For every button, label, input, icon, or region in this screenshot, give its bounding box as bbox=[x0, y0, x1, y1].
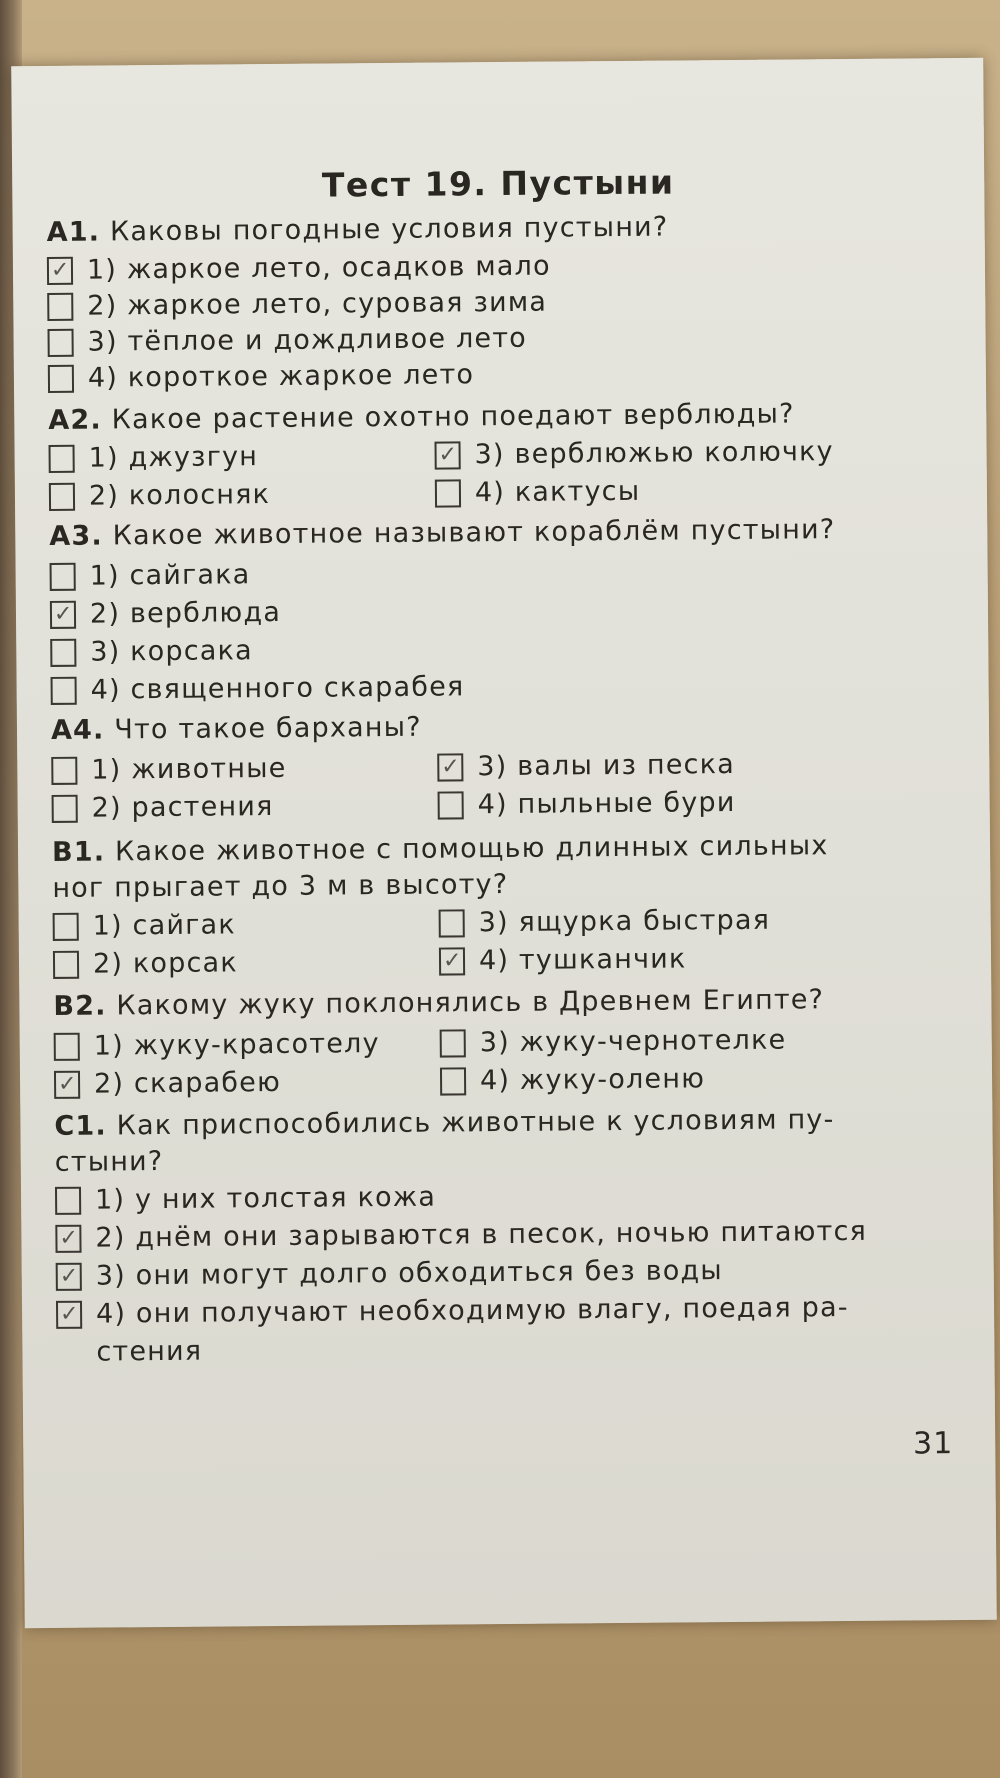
question-text: Какое животное с помощью длинных сильных bbox=[114, 830, 829, 868]
option-c1-4[interactable] bbox=[56, 1291, 849, 1332]
checkbox[interactable] bbox=[50, 639, 76, 667]
checkbox[interactable] bbox=[48, 365, 74, 393]
question-text: Какому жуку поклонялись в Древнем Египте? bbox=[116, 984, 825, 1022]
question-a2 bbox=[48, 397, 795, 438]
question-text: Какое растение охотно поедают верблюды? bbox=[111, 398, 795, 436]
question-number: С1. bbox=[54, 1110, 108, 1142]
option-a4-4[interactable] bbox=[438, 786, 736, 823]
question-text: Каковы погодные условия пустыни? bbox=[109, 211, 669, 248]
question-text: Как приспособились животные к условиям пу- bbox=[116, 1104, 835, 1142]
option-a2-3[interactable] bbox=[434, 435, 833, 472]
checkbox[interactable] bbox=[49, 445, 75, 473]
option-a4-2[interactable] bbox=[52, 790, 274, 826]
option-label: 4) тушканчик bbox=[478, 943, 687, 977]
checkbox-checked[interactable] bbox=[434, 441, 460, 469]
checkbox[interactable] bbox=[51, 677, 77, 705]
option-label: 3) тёплое и дождливое лето bbox=[87, 322, 528, 358]
checkbox[interactable] bbox=[53, 913, 79, 941]
question-a3 bbox=[49, 513, 835, 554]
checkbox[interactable] bbox=[438, 791, 464, 819]
option-label: 1) сайгака bbox=[89, 559, 251, 592]
checkbox[interactable] bbox=[47, 293, 73, 321]
option-label: 3) ящурка быстрая bbox=[478, 904, 771, 939]
option-label: 1) животные bbox=[91, 752, 287, 786]
option-a3-3[interactable] bbox=[50, 634, 253, 670]
option-label: 2) колосняк bbox=[88, 479, 271, 512]
option-label: 3) верблюжью колючку bbox=[474, 436, 834, 471]
checkbox[interactable] bbox=[50, 563, 76, 591]
option-c1-2[interactable] bbox=[55, 1215, 867, 1256]
option-b1-4[interactable] bbox=[439, 942, 687, 978]
option-b1-1[interactable] bbox=[53, 908, 236, 944]
option-label: 4) кактусы bbox=[474, 475, 641, 509]
option-a1-1[interactable] bbox=[47, 250, 551, 288]
checkbox-checked[interactable] bbox=[56, 1301, 82, 1329]
option-a4-3[interactable] bbox=[437, 748, 735, 785]
checkbox[interactable] bbox=[49, 483, 75, 511]
checkbox-checked[interactable] bbox=[54, 1071, 80, 1099]
option-c1-1[interactable] bbox=[55, 1181, 436, 1218]
option-a3-4[interactable] bbox=[51, 670, 465, 708]
question-number: А1. bbox=[46, 216, 101, 248]
question-b2 bbox=[53, 983, 824, 1024]
option-b2-3[interactable] bbox=[440, 1024, 787, 1061]
option-label: 2) верблюда bbox=[89, 596, 282, 630]
option-label: 3) жуку-чернотелке bbox=[479, 1024, 787, 1059]
option-b2-1[interactable] bbox=[54, 1027, 380, 1064]
question-a1 bbox=[47, 211, 669, 250]
checkbox-checked[interactable] bbox=[50, 601, 76, 629]
option-label: 4) короткое жаркое лето bbox=[87, 359, 475, 394]
question-number: А4. bbox=[50, 714, 105, 746]
option-label: 2) корсак bbox=[92, 947, 238, 980]
option-label: 2) жаркое лето, суровая зима bbox=[87, 286, 548, 322]
option-b1-3[interactable] bbox=[439, 904, 771, 941]
option-label: 2) растения bbox=[91, 791, 274, 824]
option-b1-2[interactable] bbox=[53, 946, 238, 982]
checkbox[interactable] bbox=[51, 757, 77, 785]
option-a1-3[interactable] bbox=[47, 322, 527, 360]
checkbox[interactable] bbox=[440, 1029, 466, 1057]
question-number: В1. bbox=[51, 836, 106, 868]
option-label: 4) священного скарабея bbox=[90, 671, 465, 706]
option-label: 1) сайгак bbox=[92, 909, 236, 942]
question-number: А3. bbox=[49, 520, 103, 552]
option-label: 1) у них толстая кожа bbox=[94, 1181, 437, 1216]
checkbox[interactable] bbox=[440, 1067, 466, 1095]
question-a4 bbox=[51, 711, 422, 748]
option-text-continuation: стения bbox=[96, 1335, 203, 1368]
checkbox[interactable] bbox=[53, 951, 79, 979]
checkbox-checked[interactable] bbox=[439, 947, 465, 975]
question-number: А2. bbox=[48, 404, 102, 436]
option-label: 4) пыльные бури bbox=[477, 786, 736, 821]
option-a2-4[interactable] bbox=[435, 475, 641, 511]
option-a4-1[interactable] bbox=[51, 752, 286, 788]
question-text-continuation: ног прыгает до 3 м в высоту? bbox=[52, 868, 509, 904]
checkbox[interactable] bbox=[435, 479, 461, 507]
option-label: 3) корсака bbox=[90, 635, 253, 668]
option-label: 1) жаркое лето, осадков мало bbox=[86, 250, 551, 286]
checkbox-checked[interactable] bbox=[56, 1263, 82, 1291]
checkbox-checked[interactable] bbox=[437, 753, 463, 781]
option-label: 3) они могут долго обходиться без воды bbox=[95, 1255, 723, 1292]
option-label: 2) днём они зарываются в песок, ночью питаются bbox=[95, 1215, 868, 1254]
checkbox-checked[interactable] bbox=[55, 1225, 81, 1253]
page-number: 31 bbox=[912, 1426, 954, 1462]
option-a2-1[interactable] bbox=[48, 440, 258, 476]
option-label: 1) джузгун bbox=[88, 441, 259, 474]
option-label: 3) валы из песка bbox=[477, 748, 736, 783]
option-label: 2) скарабею bbox=[93, 1066, 282, 1100]
option-a3-2[interactable] bbox=[50, 596, 281, 632]
workbook-page bbox=[11, 58, 997, 1628]
question-text: Что такое барханы? bbox=[114, 711, 422, 746]
option-b2-2[interactable] bbox=[54, 1066, 281, 1102]
option-b2-4[interactable] bbox=[440, 1062, 705, 1098]
question-text-continuation: стыни? bbox=[54, 1145, 164, 1178]
option-c1-3[interactable] bbox=[56, 1254, 723, 1294]
option-a3-1[interactable] bbox=[50, 558, 251, 594]
question-c1 bbox=[54, 1103, 834, 1144]
question-text: Какое животное называют кораблём пустыни? bbox=[112, 514, 836, 552]
page-title: Тест 19. Пустыни bbox=[321, 162, 675, 205]
checkbox[interactable] bbox=[439, 909, 465, 937]
option-label: 4) жуку-оленю bbox=[479, 1063, 706, 1097]
checkbox[interactable] bbox=[54, 1033, 80, 1061]
option-label: 1) жуку-красотелу bbox=[93, 1028, 380, 1062]
checkbox[interactable] bbox=[55, 1187, 81, 1215]
option-a1-2[interactable] bbox=[47, 286, 547, 324]
checkbox[interactable] bbox=[47, 329, 73, 357]
checkbox-checked[interactable] bbox=[47, 257, 73, 285]
question-number: В2. bbox=[53, 990, 107, 1022]
option-a2-2[interactable] bbox=[49, 478, 270, 514]
option-label: 4) они получают необходимую влагу, поедая ра- bbox=[95, 1292, 849, 1330]
checkbox[interactable] bbox=[52, 795, 78, 823]
option-a1-4[interactable] bbox=[48, 358, 475, 396]
question-b1 bbox=[52, 829, 829, 870]
